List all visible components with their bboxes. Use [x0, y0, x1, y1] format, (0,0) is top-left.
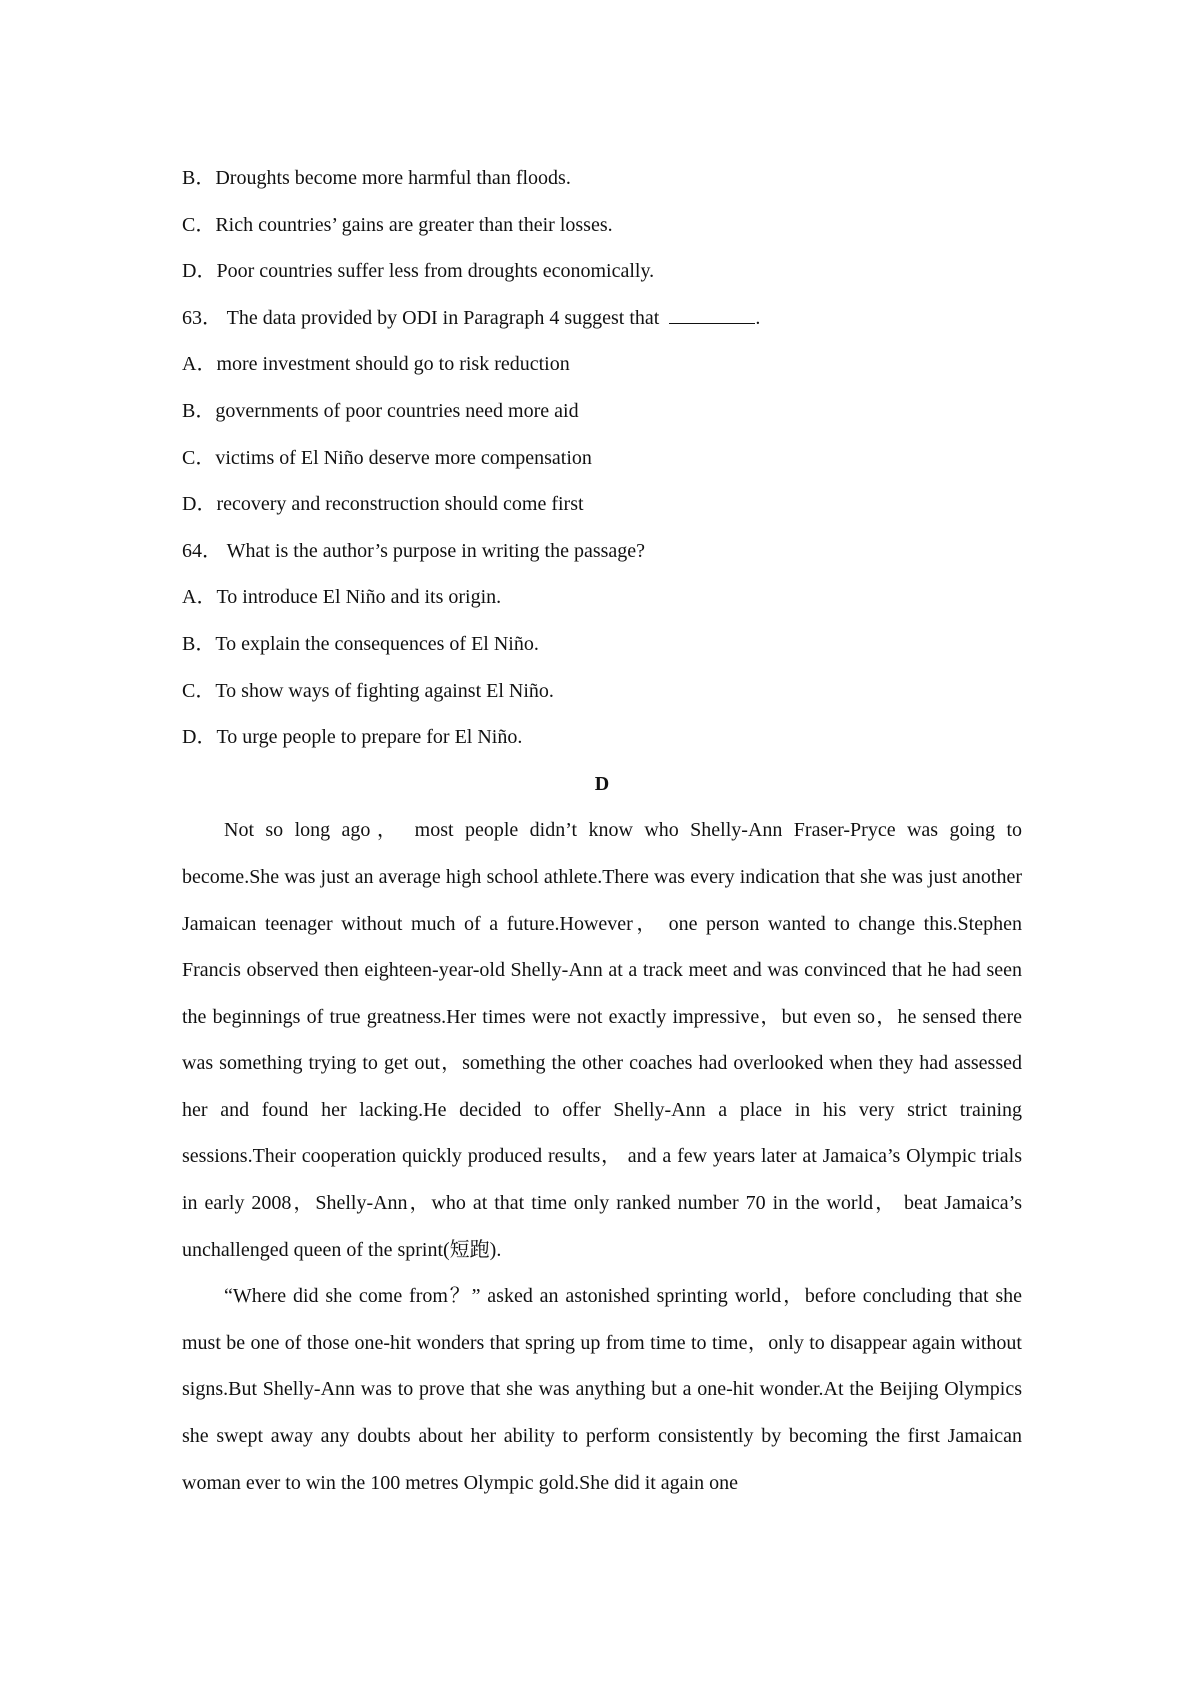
option-text: recovery and reconstruction should come first: [216, 493, 584, 516]
option-text: To urge people to prepare for El Niño.: [216, 726, 523, 749]
option-letter: C．: [182, 213, 216, 236]
passage-paragraph-1: Not so long ago， most people didn’t know who Shelly-Ann Fraser-Pryce was going to become.She was just an average high school athlete.There was every indication that she was just another Jamaican teenager without much of a future.However， one person wanted to change this.Stephen Francis observed then eighteen-year-old Shelly-Ann at a track meet and was convinced that he had seen the beginnings of true greatness.Her times were not exactly impressive，but even so，he sensed there was something trying to get out，something the other coaches had overlooked when they had assessed her and found her lacking.He decided to offer Shelly-Ann a place in his very strict training sessions.Their cooperation quickly produced results， and a few years later at Jamaica’s Olympic trials in early 2008，Shelly-Ann，who at that time only ranked number 70 in the world， beat Jamaica’s unchallenged queen of the sprint(短跑).: [182, 819, 1022, 1261]
option-letter: D．: [182, 260, 217, 283]
question-number: 64．: [182, 539, 222, 562]
q64-option-d: [182, 714, 1022, 761]
option-letter: B．: [182, 399, 216, 422]
option-letter: A．: [182, 353, 217, 376]
option-text: To explain the consequences of El Niño.: [215, 632, 539, 655]
q63-option-d: [182, 481, 1022, 528]
q62-option-d: [182, 248, 1022, 295]
question-text: What is the author’s purpose in writing the passage?: [226, 539, 646, 562]
option-text: To show ways of fighting against El Niño.: [215, 679, 554, 702]
option-letter: D．: [182, 726, 217, 749]
option-letter: B．: [182, 167, 216, 189]
q63-option-a: [182, 341, 1022, 388]
option-letter: D．: [182, 493, 217, 516]
option-text: To introduce El Niño and its origin.: [216, 586, 502, 609]
q63-option-b: [182, 388, 1022, 435]
option-text: Poor countries suffer less from droughts economically.: [216, 260, 655, 283]
option-text: more investment should go to risk reduction: [216, 353, 570, 376]
option-text: Rich countries’ gains are greater than their losses.: [215, 213, 613, 236]
option-text: Droughts become more harmful than floods.: [215, 167, 571, 189]
q62-option-c: [182, 202, 1022, 249]
q64-option-b: [182, 621, 1022, 668]
document-page: [182, 155, 1022, 1506]
option-letter: B．: [182, 632, 216, 655]
passage-paragraph-2: “Where did she come from？” asked an astonished sprinting world，before concluding that she must be one of those one-hit wonders that spring up from time to time，only to disappear again without signs.But Shelly-Ann was to prove that she was anything but a one-hit wonder.At the Beijing Olympics she swept away any doubts about her ability to perform consistently by becoming the first Jamaican woman ever to win the 100 metres Olympic gold.She did it again one: [182, 1285, 1022, 1494]
q62-option-b: [182, 155, 1022, 202]
q63-option-c: [182, 435, 1022, 482]
section-title: D: [594, 772, 610, 795]
q63-stem: [182, 295, 1022, 342]
option-letter: C．: [182, 446, 216, 469]
q64-option-a: [182, 574, 1022, 621]
option-letter: A．: [182, 586, 217, 609]
question-text: The data provided by ODI in Paragraph 4 suggest that: [226, 306, 660, 329]
q64-option-c: [182, 668, 1022, 715]
question-number: 63．: [182, 306, 222, 329]
answer-blank: [669, 305, 755, 324]
question-end: .: [755, 306, 761, 329]
option-text: victims of El Niño deserve more compensation: [215, 446, 592, 469]
q64-stem: [182, 528, 1022, 575]
option-text: governments of poor countries need more aid: [215, 399, 579, 422]
option-letter: C．: [182, 679, 216, 702]
